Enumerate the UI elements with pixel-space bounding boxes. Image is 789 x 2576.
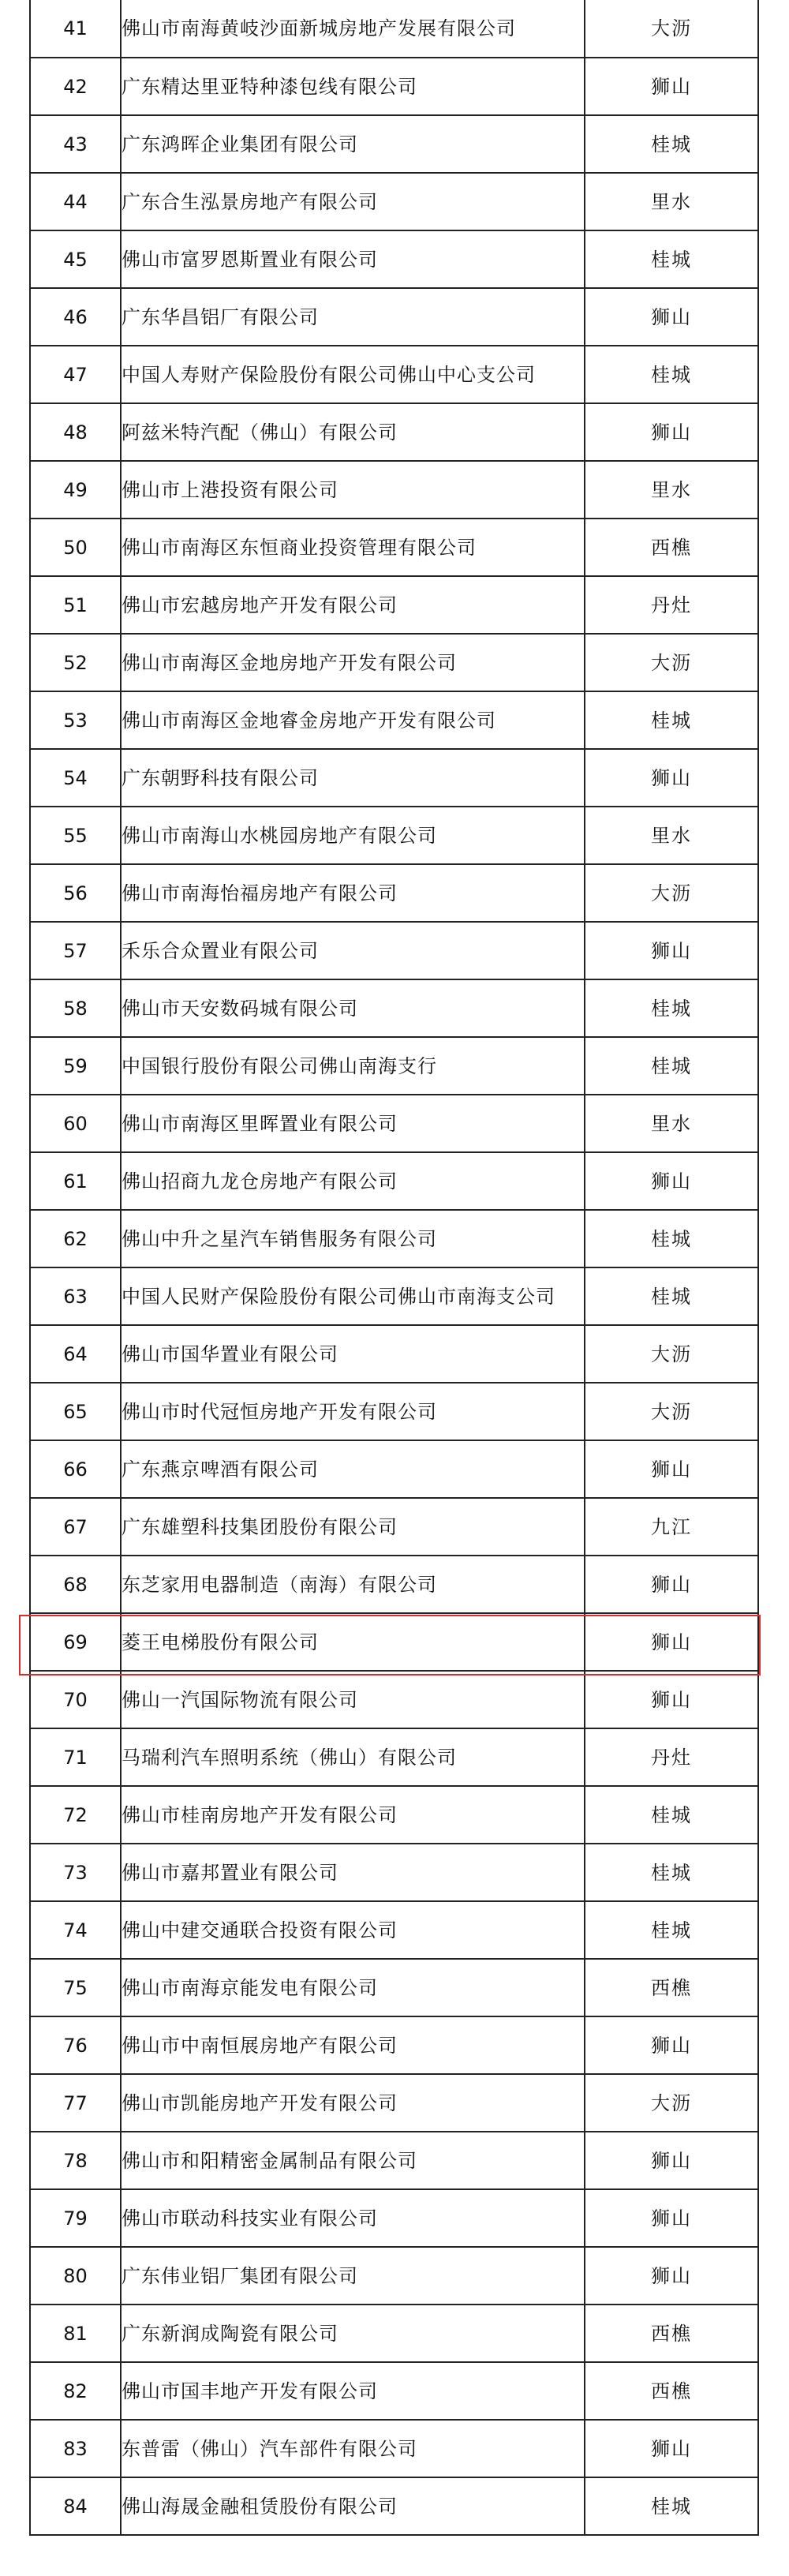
town-name: 九江: [585, 1498, 758, 1556]
company-name: 佛山市宏越房地产开发有限公司: [121, 576, 585, 634]
company-name: 广东新润成陶瓷有限公司: [121, 2305, 585, 2362]
row-number: 42: [30, 58, 121, 115]
row-number: 58: [30, 979, 121, 1037]
table-row: [30, 346, 758, 403]
town-name: 丹灶: [585, 576, 758, 634]
town-name: 大沥: [585, 1325, 758, 1383]
row-number: 60: [30, 1095, 121, 1152]
company-name: 中国银行股份有限公司佛山南海支行: [121, 1037, 585, 1095]
town-name: 丹灶: [585, 1728, 758, 1786]
table-row: [30, 461, 758, 519]
company-name: 广东朝野科技有限公司: [121, 749, 585, 807]
table-row: [30, 519, 758, 576]
company-name: 佛山市南海黄岐沙面新城房地产发展有限公司: [121, 0, 585, 58]
row-number: 61: [30, 1152, 121, 1210]
row-number: 41: [30, 0, 121, 58]
row-number: 68: [30, 1556, 121, 1613]
town-name: 桂城: [585, 1210, 758, 1267]
table-row: [30, 403, 758, 461]
table-row: [30, 1325, 758, 1383]
table-row: [30, 691, 758, 749]
table-row: [30, 1440, 758, 1498]
company-name: 佛山招商九龙仓房地产有限公司: [121, 1152, 585, 1210]
town-name: 狮山: [585, 1152, 758, 1210]
company-name: 佛山中升之星汽车销售服务有限公司: [121, 1210, 585, 1267]
row-number: 75: [30, 1959, 121, 2016]
town-name: 狮山: [585, 922, 758, 979]
company-name: 佛山市天安数码城有限公司: [121, 979, 585, 1037]
table-row: [30, 1152, 758, 1210]
town-name: 里水: [585, 461, 758, 519]
table-row: [30, 1786, 758, 1844]
company-name: 佛山市南海怡福房地产有限公司: [121, 864, 585, 922]
row-number: 46: [30, 288, 121, 346]
company-name: 菱王电梯股份有限公司: [121, 1613, 585, 1671]
row-number: 78: [30, 2132, 121, 2189]
row-number: 65: [30, 1383, 121, 1440]
table-row: [30, 1613, 758, 1671]
company-name: 佛山市凯能房地产开发有限公司: [121, 2074, 585, 2132]
town-name: 桂城: [585, 115, 758, 173]
row-number: 66: [30, 1440, 121, 1498]
company-name: 佛山市富罗恩斯置业有限公司: [121, 230, 585, 288]
table-row: [30, 1728, 758, 1786]
row-number: 73: [30, 1844, 121, 1901]
row-number: 69: [30, 1613, 121, 1671]
town-name: 狮山: [585, 2247, 758, 2305]
town-name: 桂城: [585, 346, 758, 403]
company-name: 佛山市桂南房地产开发有限公司: [121, 1786, 585, 1844]
table-row: [30, 173, 758, 230]
company-name: 佛山市和阳精密金属制品有限公司: [121, 2132, 585, 2189]
company-name: 佛山市联动科技实业有限公司: [121, 2189, 585, 2247]
row-number: 79: [30, 2189, 121, 2247]
company-name: 佛山市南海山水桃园房地产有限公司: [121, 807, 585, 864]
town-name: 桂城: [585, 1786, 758, 1844]
town-name: 西樵: [585, 1959, 758, 2016]
table-row: [30, 58, 758, 115]
company-name: 佛山市中南恒展房地产有限公司: [121, 2016, 585, 2074]
row-number: 55: [30, 807, 121, 864]
table-row: [30, 1383, 758, 1440]
town-name: 狮山: [585, 2189, 758, 2247]
row-number: 71: [30, 1728, 121, 1786]
company-name: 佛山市上港投资有限公司: [121, 461, 585, 519]
table-row: [30, 979, 758, 1037]
company-name: 广东燕京啤酒有限公司: [121, 1440, 585, 1498]
row-number: 67: [30, 1498, 121, 1556]
town-name: 狮山: [585, 1671, 758, 1728]
row-number: 43: [30, 115, 121, 173]
table-row: [30, 115, 758, 173]
town-name: 狮山: [585, 1440, 758, 1498]
row-number: 81: [30, 2305, 121, 2362]
town-name: 桂城: [585, 691, 758, 749]
table-row: [30, 2305, 758, 2362]
company-name: 佛山市南海区金地睿金房地产开发有限公司: [121, 691, 585, 749]
table-row: [30, 2362, 758, 2420]
table-row: [30, 2132, 758, 2189]
company-name: 佛山中建交通联合投资有限公司: [121, 1901, 585, 1959]
company-name: 佛山市时代冠恒房地产开发有限公司: [121, 1383, 585, 1440]
table-row: [30, 2189, 758, 2247]
town-name: 狮山: [585, 1556, 758, 1613]
town-name: 西樵: [585, 2305, 758, 2362]
row-number: 84: [30, 2477, 121, 2535]
town-name: 大沥: [585, 1383, 758, 1440]
row-number: 77: [30, 2074, 121, 2132]
company-name: 中国人寿财产保险股份有限公司佛山中心支公司: [121, 346, 585, 403]
town-name: 桂城: [585, 1844, 758, 1901]
table-row: [30, 2247, 758, 2305]
town-name: 狮山: [585, 2016, 758, 2074]
table-row: [30, 922, 758, 979]
table-row: [30, 1901, 758, 1959]
company-name: 佛山市南海京能发电有限公司: [121, 1959, 585, 2016]
company-name: 广东精达里亚特种漆包线有限公司: [121, 58, 585, 115]
town-name: 西樵: [585, 2362, 758, 2420]
company-table: [29, 0, 759, 2536]
row-number: 45: [30, 230, 121, 288]
table-row: [30, 2420, 758, 2477]
company-name: 广东华昌铝厂有限公司: [121, 288, 585, 346]
table-row: [30, 1267, 758, 1325]
company-name: 佛山市国丰地产开发有限公司: [121, 2362, 585, 2420]
row-number: 48: [30, 403, 121, 461]
table-row: [30, 807, 758, 864]
town-name: 狮山: [585, 403, 758, 461]
company-name: 广东伟业铝厂集团有限公司: [121, 2247, 585, 2305]
town-name: 狮山: [585, 1613, 758, 1671]
row-number: 64: [30, 1325, 121, 1383]
table-row: [30, 576, 758, 634]
row-number: 53: [30, 691, 121, 749]
row-number: 52: [30, 634, 121, 691]
town-name: 西樵: [585, 519, 758, 576]
row-number: 72: [30, 1786, 121, 1844]
company-name: 佛山一汽国际物流有限公司: [121, 1671, 585, 1728]
row-number: 50: [30, 519, 121, 576]
company-name: 广东鸿晖企业集团有限公司: [121, 115, 585, 173]
table-row: [30, 0, 758, 58]
company-list-sheet: [29, 0, 757, 2576]
town-name: 里水: [585, 807, 758, 864]
table-row: [30, 1095, 758, 1152]
town-name: 桂城: [585, 979, 758, 1037]
company-name: 佛山市南海区里晖置业有限公司: [121, 1095, 585, 1152]
town-name: 桂城: [585, 1267, 758, 1325]
table-row: [30, 2477, 758, 2535]
table-row: [30, 1556, 758, 1613]
company-name: 禾乐合众置业有限公司: [121, 922, 585, 979]
company-table-body: [30, 0, 758, 2535]
company-name: 东芝家用电器制造（南海）有限公司: [121, 1556, 585, 1613]
row-number: 63: [30, 1267, 121, 1325]
row-number: 47: [30, 346, 121, 403]
town-name: 狮山: [585, 58, 758, 115]
town-name: 狮山: [585, 2420, 758, 2477]
table-row: [30, 230, 758, 288]
row-number: 57: [30, 922, 121, 979]
town-name: 桂城: [585, 230, 758, 288]
row-number: 44: [30, 173, 121, 230]
row-number: 49: [30, 461, 121, 519]
company-name: 中国人民财产保险股份有限公司佛山市南海支公司: [121, 1267, 585, 1325]
company-name: 佛山市嘉邦置业有限公司: [121, 1844, 585, 1901]
row-number: 56: [30, 864, 121, 922]
row-number: 59: [30, 1037, 121, 1095]
row-number: 62: [30, 1210, 121, 1267]
town-name: 狮山: [585, 288, 758, 346]
company-name: 广东雄塑科技集团股份有限公司: [121, 1498, 585, 1556]
table-row: [30, 1498, 758, 1556]
table-row: [30, 1844, 758, 1901]
company-name: 佛山市国华置业有限公司: [121, 1325, 585, 1383]
company-name: 东普雷（佛山）汽车部件有限公司: [121, 2420, 585, 2477]
town-name: 里水: [585, 1095, 758, 1152]
row-number: 82: [30, 2362, 121, 2420]
company-name: 马瑞利汽车照明系统（佛山）有限公司: [121, 1728, 585, 1786]
row-number: 76: [30, 2016, 121, 2074]
company-name: 佛山海晟金融租赁股份有限公司: [121, 2477, 585, 2535]
town-name: 大沥: [585, 634, 758, 691]
town-name: 大沥: [585, 864, 758, 922]
table-row: [30, 1037, 758, 1095]
row-number: 83: [30, 2420, 121, 2477]
town-name: 大沥: [585, 0, 758, 58]
row-number: 54: [30, 749, 121, 807]
table-row: [30, 2074, 758, 2132]
company-name: 广东合生泓景房地产有限公司: [121, 173, 585, 230]
table-row: [30, 2016, 758, 2074]
town-name: 桂城: [585, 1037, 758, 1095]
table-row: [30, 864, 758, 922]
company-name: 阿兹米特汽配（佛山）有限公司: [121, 403, 585, 461]
table-row: [30, 1959, 758, 2016]
row-number: 51: [30, 576, 121, 634]
table-row: [30, 288, 758, 346]
table-row: [30, 1671, 758, 1728]
town-name: 里水: [585, 173, 758, 230]
row-number: 80: [30, 2247, 121, 2305]
company-name: 佛山市南海区东恒商业投资管理有限公司: [121, 519, 585, 576]
town-name: 桂城: [585, 1901, 758, 1959]
table-row: [30, 1210, 758, 1267]
table-row: [30, 634, 758, 691]
town-name: 大沥: [585, 2074, 758, 2132]
town-name: 桂城: [585, 2477, 758, 2535]
company-name: 佛山市南海区金地房地产开发有限公司: [121, 634, 585, 691]
town-name: 狮山: [585, 2132, 758, 2189]
table-row: [30, 749, 758, 807]
row-number: 74: [30, 1901, 121, 1959]
row-number: 70: [30, 1671, 121, 1728]
town-name: 狮山: [585, 749, 758, 807]
